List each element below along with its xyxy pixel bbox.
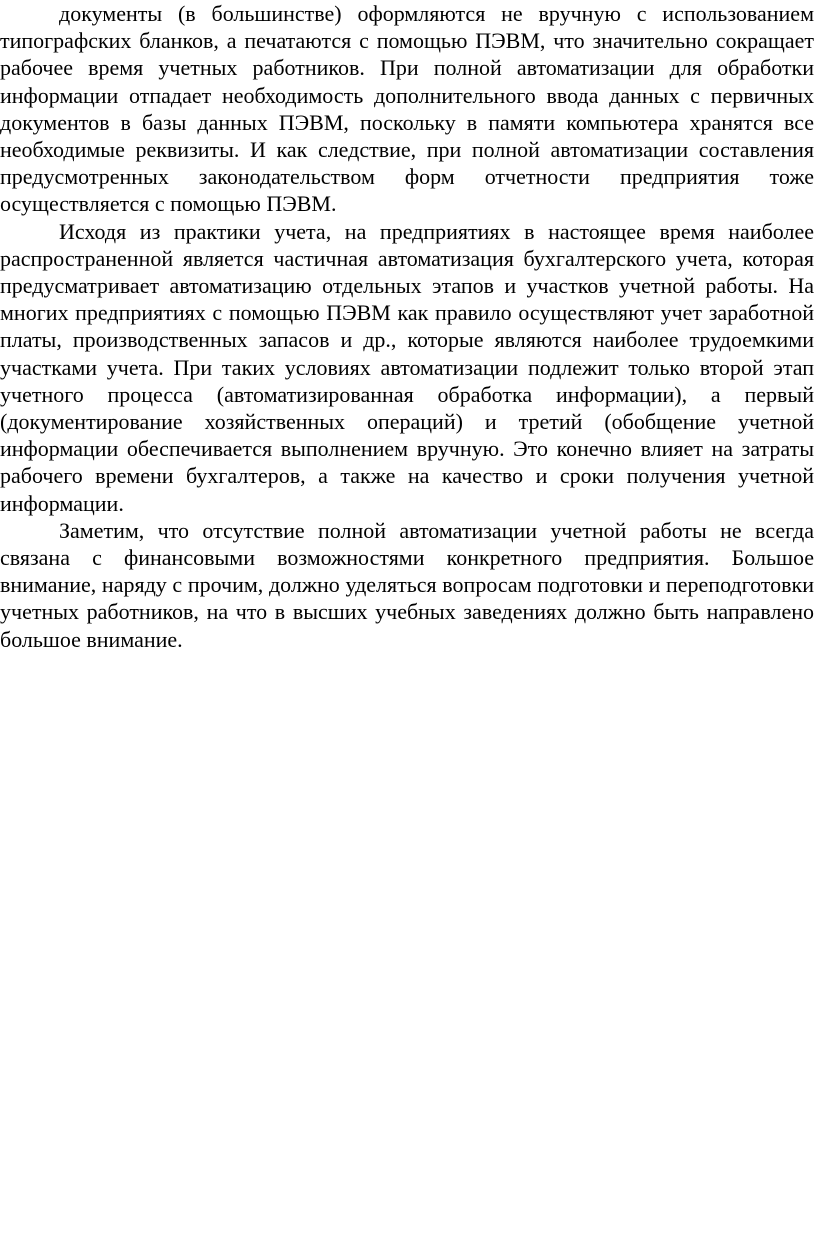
paragraph-1: документы (в большинстве) оформляются не вручную с использованием типографских бланков, а печатаются с помощью ПЭВМ, что значительно сокращает рабочее время учетных работников. При полной автоматизации для обработки информации отпадает необходимость дополнительного ввода данных с первичных документов в базы данных ПЭВМ, поскольку в памяти компьютера хранятся все необходимые реквизиты. И как следствие, при полной автоматизации составления предусмотренных законодательством форм отчетности предприятия тоже осуществляется с помощью ПЭВМ. xyxy=(0,1,814,217)
paragraph-3: Заметим, что отсутствие полной автоматизации учетной работы не всегда связана с финансовыми возможностями конкретного предприятия. Большое внимание, наряду с прочим, должно уделяться вопросам подготовки и переподготовки учетных работников, на что в высших учебных заведениях должно быть направлено большое внимание. xyxy=(0,517,814,652)
paragraph-2: Исходя из практики учета, на предприятиях в настоящее время наиболее распространенной является частичная автоматизация бухгалтерского учета, которая предусматривает автоматизацию отдельных этапов и участков учетной работы. На многих предприятиях с помощью ПЭВМ как правило осуществляют учет заработной платы, производственных запасов и др., которые являются наиболее трудоемкими участками учета. При таких условиях автоматизации подлежит только второй этап учетного процесса (автоматизированная обработка информации), а первый (документирование хозяйственных операций) и третий (обобщение учетной информации обеспечивается выполнением вручную. Это конечно влияет на затраты рабочего времени бухгалтеров, а также на качество и сроки получения учетной информации. xyxy=(0,218,814,516)
